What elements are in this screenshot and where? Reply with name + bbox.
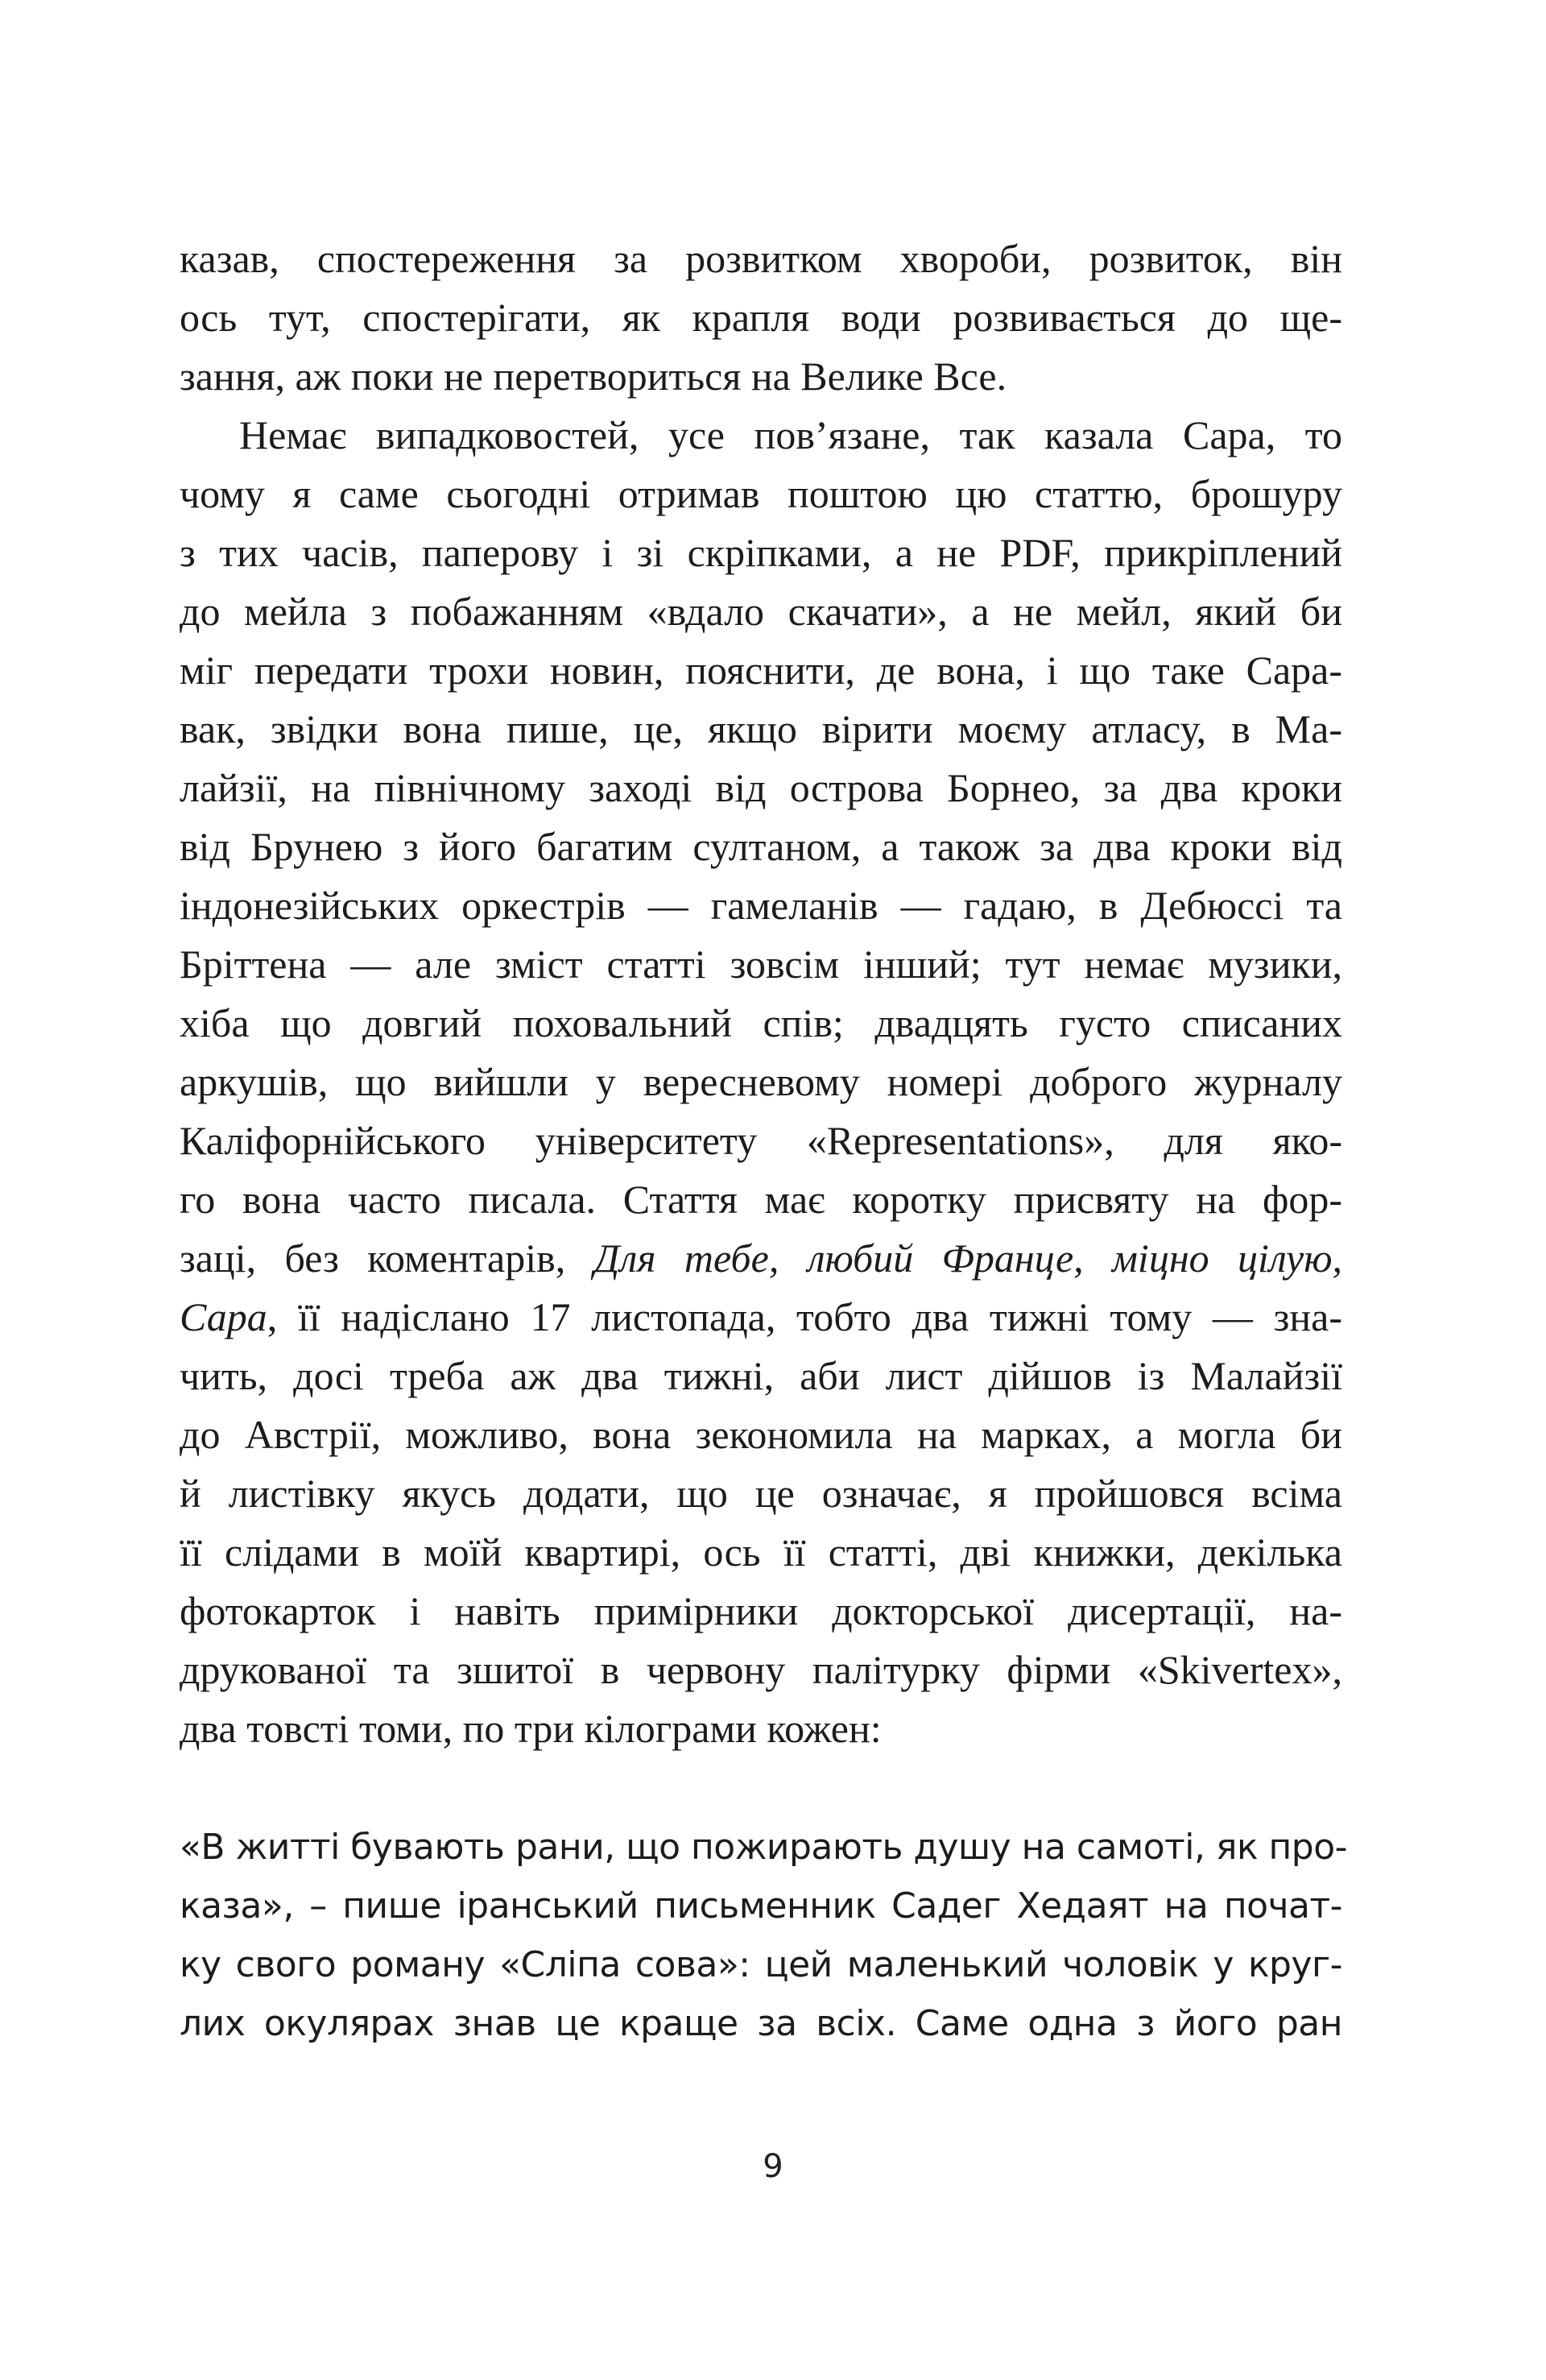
text-line: її слідами в моїй квартирі, ось її статті, дві книжки, декілька <box>180 1529 1342 1575</box>
text-line: міг передати трохи новин, пояснити, де вона, і що таке Сара- <box>180 648 1342 693</box>
italic-dedication-signature: Сара <box>180 1294 267 1339</box>
text-line: два товсті томи, по три кілограми кожен: <box>180 1706 882 1751</box>
paragraph <box>180 406 1342 1758</box>
text-line: з тих часів, паперову і зі скріпками, а не PDF, прикріплений <box>180 530 1342 575</box>
quoted-article-excerpt <box>180 1818 1348 2053</box>
text-line: до Австрії, можливо, вона зекономила на марках, а могла би <box>180 1412 1342 1457</box>
text-line: індонезійських оркестрів — гамеланів — гадаю, в Дебюссі та <box>180 883 1342 928</box>
text-segment: , її надіслано 17 листопада, тобто два тижні тому — зна- <box>267 1294 1342 1339</box>
main-text <box>180 230 1342 1758</box>
text-line: ось тут, спостерігати, як крапля води розвивається до ще- <box>180 295 1342 340</box>
text-line: чому я саме сьогодні отримав поштою цю статтю, брошуру <box>180 471 1342 516</box>
text-line: до мейла з побажанням «вдало скачати», а не мейл, який би <box>180 589 1342 634</box>
text-line: каза», – пише іранський письменник Садег Хедаят на почат- <box>180 1885 1342 1927</box>
text-line: хіба що довгий поховальний спів; двадцять густо списаних <box>180 1000 1342 1045</box>
italic-dedication: Для тебе, любий Франце, міцно цілую, <box>593 1236 1342 1281</box>
text-line-with-italic <box>180 1288 1342 1347</box>
text-line: фотокарток і навіть примірники докторської дисертації, на- <box>180 1588 1342 1633</box>
text-line: Каліфорнійського університету «Representations», для яко- <box>180 1118 1342 1163</box>
text-line: лих окулярах знав це краще за всіх. Саме одна з його ран <box>180 2003 1342 2044</box>
text-line: Бріттена — але зміст статті зовсім інший; тут немає музики, <box>180 942 1342 987</box>
text-segment: заці, без коментарів, <box>180 1236 594 1281</box>
text-line: лайзії, на північному заході від острова Борнео, за два кроки <box>180 765 1342 810</box>
text-line: аркушів, що вийшли у вересневому номері доброго журналу <box>180 1059 1342 1104</box>
text-line: й листівку якусь додати, що це означає, я пройшовся всіма <box>180 1471 1342 1516</box>
text-line: ку свого роману «Сліпа сова»: цей маленький чоловік у круг- <box>180 1944 1342 1985</box>
text-line: казав, спостереження за розвитком хвороби, розвиток, він <box>180 236 1342 281</box>
page-number: 9 <box>763 2148 783 2185</box>
paragraph-continuation <box>180 230 1342 406</box>
text-line-with-italic <box>180 1229 1342 1288</box>
text-line: друкованої та зшитої в червону палітурку фірми «Skivertex», <box>180 1647 1342 1692</box>
text-line: вак, звідки вона пише, це, якщо вірити моєму атласу, в Ма- <box>180 706 1342 751</box>
text-line: «В житті бувають рани, що пожирають душу на самоті, як про- <box>180 1827 1348 1868</box>
text-line: го вона часто писала. Стаття має коротку присвяту на фор- <box>180 1177 1342 1222</box>
text-line: Немає випадковостей, усе пов’язане, так казала Сара, то <box>239 412 1342 457</box>
text-line: чить, досі треба аж два тижні, аби лист дійшов із Малайзії <box>180 1353 1342 1398</box>
text-line: зання, аж поки не перетвориться на Велике Все. <box>180 354 1007 399</box>
text-line: від Брунею з його багатим султаном, а також за два кроки від <box>180 824 1342 869</box>
